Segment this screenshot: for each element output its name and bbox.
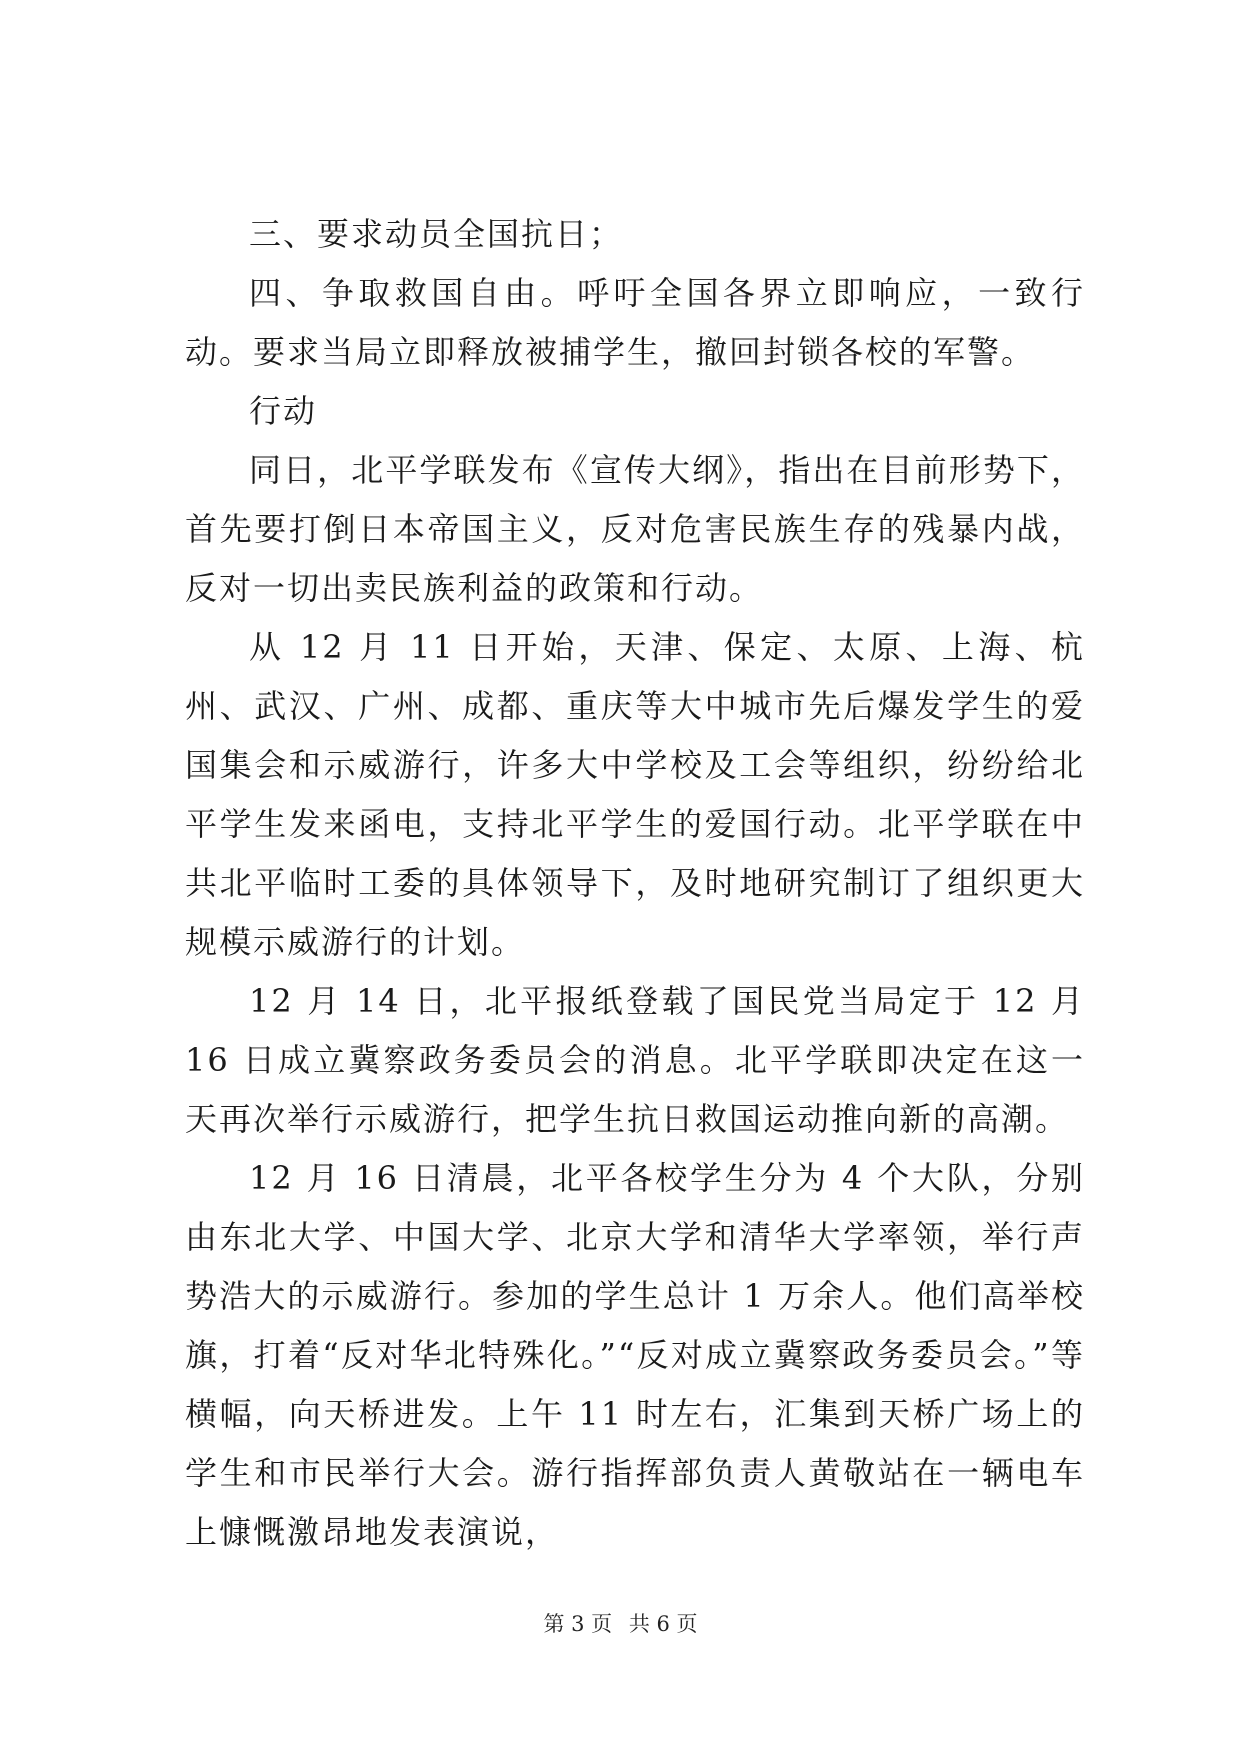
section-heading-action: 行动	[249, 392, 318, 430]
paragraph-december-11: 从 12 月 11 日开始，天津、保定、太原、上海、杭州、武汉、广州、成都、重庆等大中城市先后爆发学生的爱国集会和示威游行，许多大中学校及工会等组织，纷纷给北平学生发来函电，支持北平学生的爱国行动。北平学联在中共北平临时工委的具体领导下，及时地研究制订了组织更大规模示威游行的计划。	[185, 628, 1085, 961]
page-total: 共 6 页	[628, 1612, 698, 1636]
paragraph-propaganda-outline: 同日，北平学联发布《宣传大纲》，指出在目前形势下，首先要打倒日本帝国主义，反对危害民族生存的残暴内战，反对一切出卖民族利益的政策和行动。	[185, 451, 1085, 607]
document-body	[185, 205, 1085, 1562]
paragraph-december-14: 12 月 14 日，北平报纸登载了国民党当局定于 12 月 16 日成立冀察政务委员会的消息。北平学联即决定在这一天再次举行示威游行，把学生抗日救国运动推向新的高潮。	[185, 982, 1085, 1138]
page-number: 第 3 页	[543, 1612, 613, 1636]
paragraph-december-16: 12 月 16 日清晨，北平各校学生分为 4 个大队，分别由东北大学、中国大学、北京大学和清华大学率领，举行声势浩大的示威游行。参加的学生总计 1 万余人。他们高举校旗，打着“反对华北特殊化。”“反对成立冀察政务委员会。”等横幅，向天桥进发。上午 11 时左右，汇集到天桥广场上的学生和市民举行大会。游行指挥部负责人黄敬站在一辆电车上慷慨激昂地发表演说，	[185, 1159, 1085, 1551]
page-footer	[0, 1608, 1241, 1638]
paragraph-demand-four: 四、争取救国自由。呼吁全国各界立即响应，一致行动。要求当局立即释放被捕学生，撤回封锁各校的军警。	[185, 274, 1085, 371]
paragraph-demand-three: 三、要求动员全国抗日；	[249, 215, 624, 253]
